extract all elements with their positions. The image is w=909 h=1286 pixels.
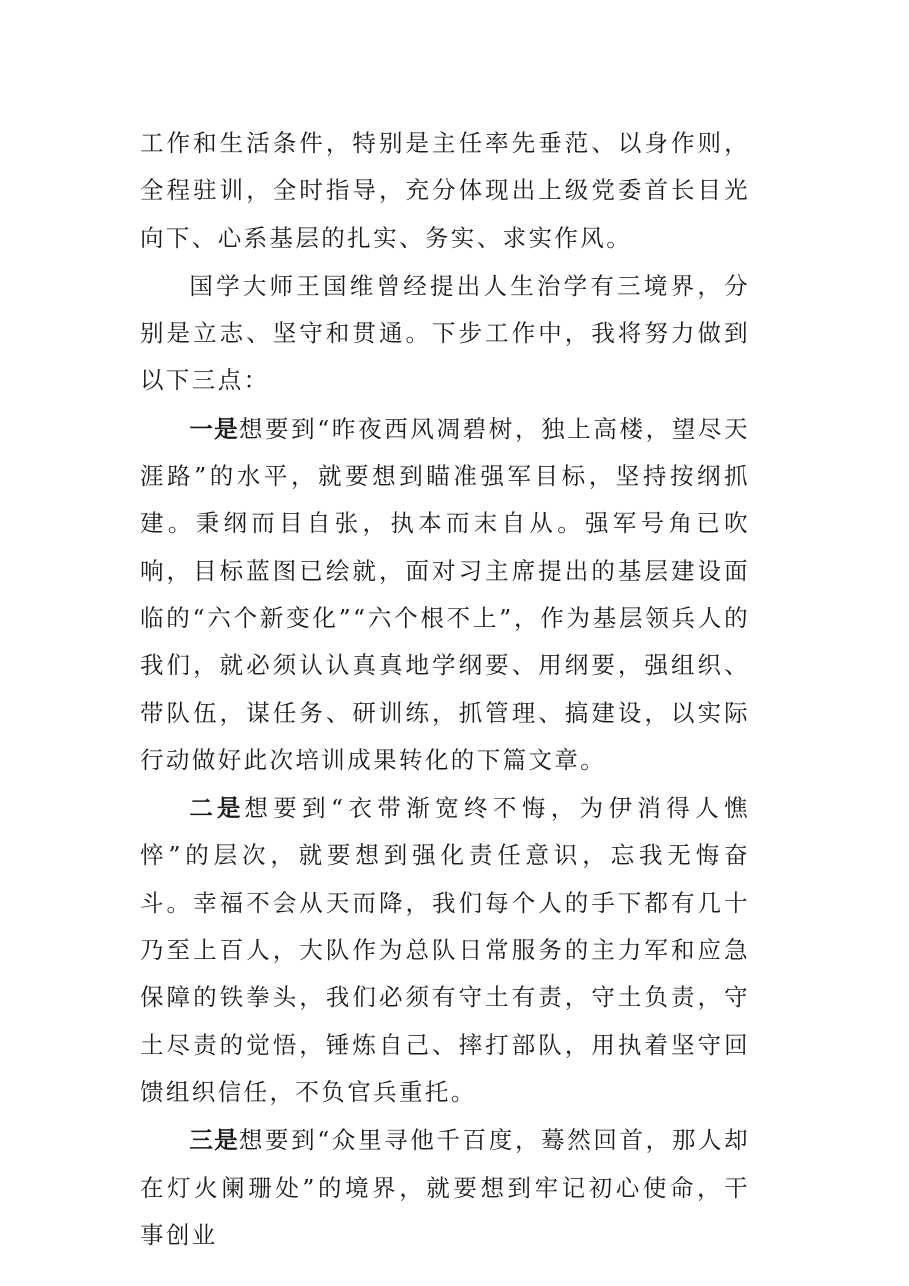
paragraph-lead: 一是: [189, 414, 239, 443]
paragraph-point-three: [140, 1117, 750, 1259]
paragraph-text: 想要到“衣带渐宽终不悔，为伊消得人憔悴”的层次，就要想到强化责任意识，忘我无悔奋斗。幸福不会从天而降，我们每个人的手下都有几十乃至上百人，大队作为总队日常服务的主力军和应急保障的铁拳头，我们必须有守土有责，守土负责，守土尽责的觉悟，锤炼自己、摔打部队，用执着坚守回馈组织信任，不负官兵重托。: [140, 794, 751, 1106]
document-page: [140, 120, 750, 1259]
paragraph-continuation: [140, 120, 750, 262]
paragraph-three-realms: [140, 263, 750, 405]
paragraph-lead: 二是: [189, 794, 245, 823]
paragraph-text: 想要到“昨夜西风凋碧树，独上高楼，望尽天涯路”的水平，就要想到瞄准强军目标，坚持按纲抓建。秉纲而目自张，执本而末自从。强军号角已吹响，目标蓝图已绘就，面对习主席提出的基层建设面临的“六个新变化”“六个根不上”，作为基层领兵人的我们，就必须认认真真地学纲要、用纲要，强组织、带队伍，谋任务、研训练，抓管理、搞建设，以实际行动做好此次培训成果转化的下篇文章。: [140, 414, 751, 774]
paragraph-point-one: [140, 406, 750, 784]
paragraph-point-two: [140, 785, 750, 1116]
paragraph-lead: 三是: [189, 1126, 239, 1155]
paragraph-text: 国学大师王国维曾经提出人生治学有三境界，分别是立志、坚守和贯通。下步工作中，我将努力做到以下三点：: [140, 271, 750, 395]
paragraph-text: 想要到“众里寻他千百度，蓦然回首，那人却在灯火阑珊处”的境界，就要想到牢记初心使命，干事创业: [140, 1126, 751, 1249]
paragraph-text: 工作和生活条件，特别是主任率先垂范、以身作则，全程驻训，全时指导，充分体现出上级党委首长目光向下、心系基层的扎实、务实、求实作风。: [140, 129, 750, 252]
